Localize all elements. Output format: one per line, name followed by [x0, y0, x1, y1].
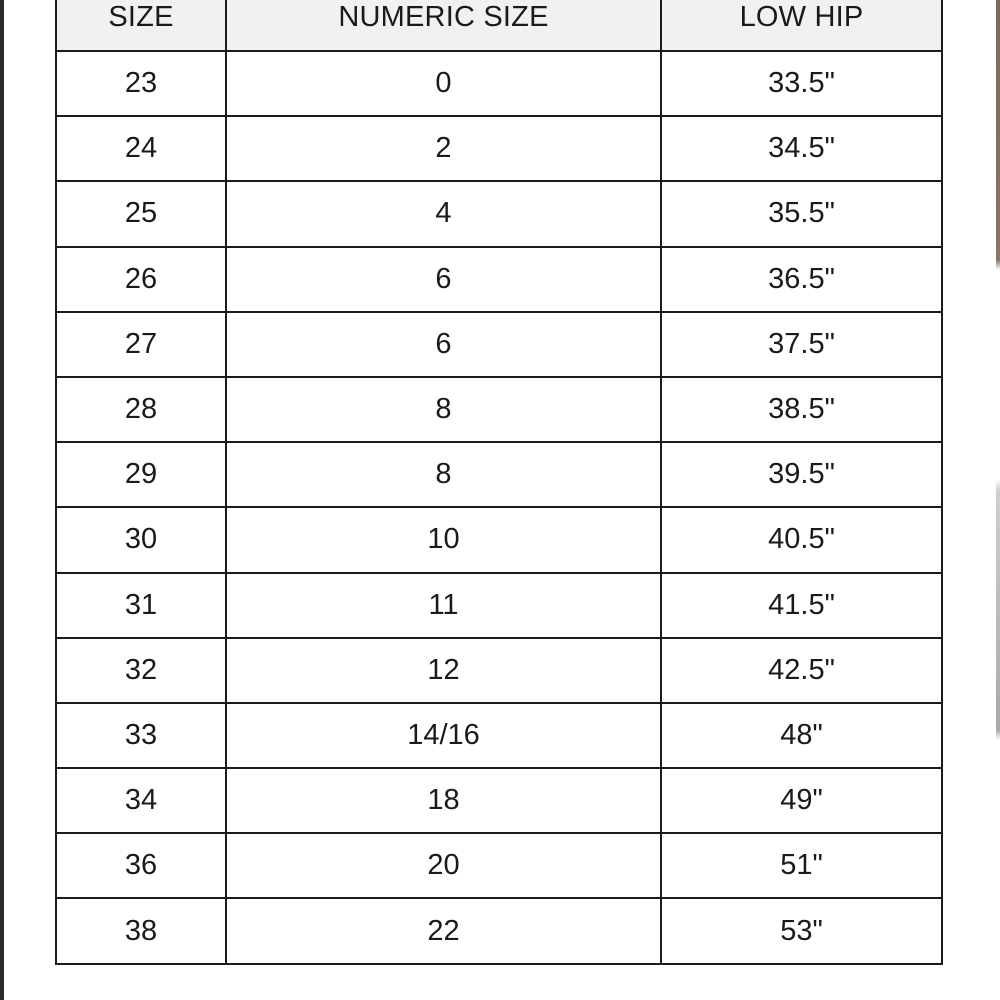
numeric-size-cell: 20 [226, 833, 661, 898]
column-header-size: SIZE [56, 0, 226, 51]
size-cell: 31 [56, 573, 226, 638]
table-row [56, 442, 942, 507]
table-row [56, 247, 942, 312]
low-hip-cell: 39.5" [661, 442, 942, 507]
table-row [56, 377, 942, 442]
numeric-size-cell: 11 [226, 573, 661, 638]
size-chart [55, 0, 941, 965]
size-cell: 36 [56, 833, 226, 898]
right-edge-strip [996, 0, 1000, 1000]
table-row [56, 312, 942, 377]
numeric-size-cell: 18 [226, 768, 661, 833]
table-row [56, 833, 942, 898]
size-cell: 32 [56, 638, 226, 703]
size-cell: 29 [56, 442, 226, 507]
low-hip-cell: 49" [661, 768, 942, 833]
table-row [56, 507, 942, 572]
numeric-size-cell: 22 [226, 898, 661, 963]
size-cell: 38 [56, 898, 226, 963]
size-cell: 25 [56, 181, 226, 246]
numeric-size-cell: 6 [226, 312, 661, 377]
numeric-size-cell: 2 [226, 116, 661, 181]
low-hip-cell: 33.5" [661, 51, 942, 116]
table-row [56, 768, 942, 833]
table-row [56, 703, 942, 768]
left-edge-border [0, 0, 4, 1000]
size-cell: 28 [56, 377, 226, 442]
low-hip-cell: 40.5" [661, 507, 942, 572]
low-hip-cell: 36.5" [661, 247, 942, 312]
low-hip-cell: 41.5" [661, 573, 942, 638]
table-row [56, 181, 942, 246]
size-cell: 24 [56, 116, 226, 181]
column-header-numeric-size: NUMERIC SIZE [226, 0, 661, 51]
size-cell: 30 [56, 507, 226, 572]
low-hip-cell: 51" [661, 833, 942, 898]
table-row [56, 116, 942, 181]
size-cell: 26 [56, 247, 226, 312]
low-hip-cell: 42.5" [661, 638, 942, 703]
size-cell: 23 [56, 51, 226, 116]
size-cell: 27 [56, 312, 226, 377]
size-cell: 33 [56, 703, 226, 768]
column-header-low-hip: LOW HIP [661, 0, 942, 51]
table-row [56, 573, 942, 638]
size-cell: 34 [56, 768, 226, 833]
header-row [56, 0, 942, 51]
numeric-size-cell: 12 [226, 638, 661, 703]
numeric-size-cell: 14/16 [226, 703, 661, 768]
table-header [56, 0, 942, 51]
size-chart-table [55, 0, 943, 965]
low-hip-cell: 53" [661, 898, 942, 963]
low-hip-cell: 38.5" [661, 377, 942, 442]
table-row [56, 51, 942, 116]
table-row [56, 638, 942, 703]
low-hip-cell: 48" [661, 703, 942, 768]
numeric-size-cell: 6 [226, 247, 661, 312]
numeric-size-cell: 10 [226, 507, 661, 572]
numeric-size-cell: 4 [226, 181, 661, 246]
table-body [56, 51, 942, 964]
numeric-size-cell: 8 [226, 377, 661, 442]
numeric-size-cell: 8 [226, 442, 661, 507]
low-hip-cell: 34.5" [661, 116, 942, 181]
low-hip-cell: 35.5" [661, 181, 942, 246]
table-row [56, 898, 942, 963]
numeric-size-cell: 0 [226, 51, 661, 116]
low-hip-cell: 37.5" [661, 312, 942, 377]
